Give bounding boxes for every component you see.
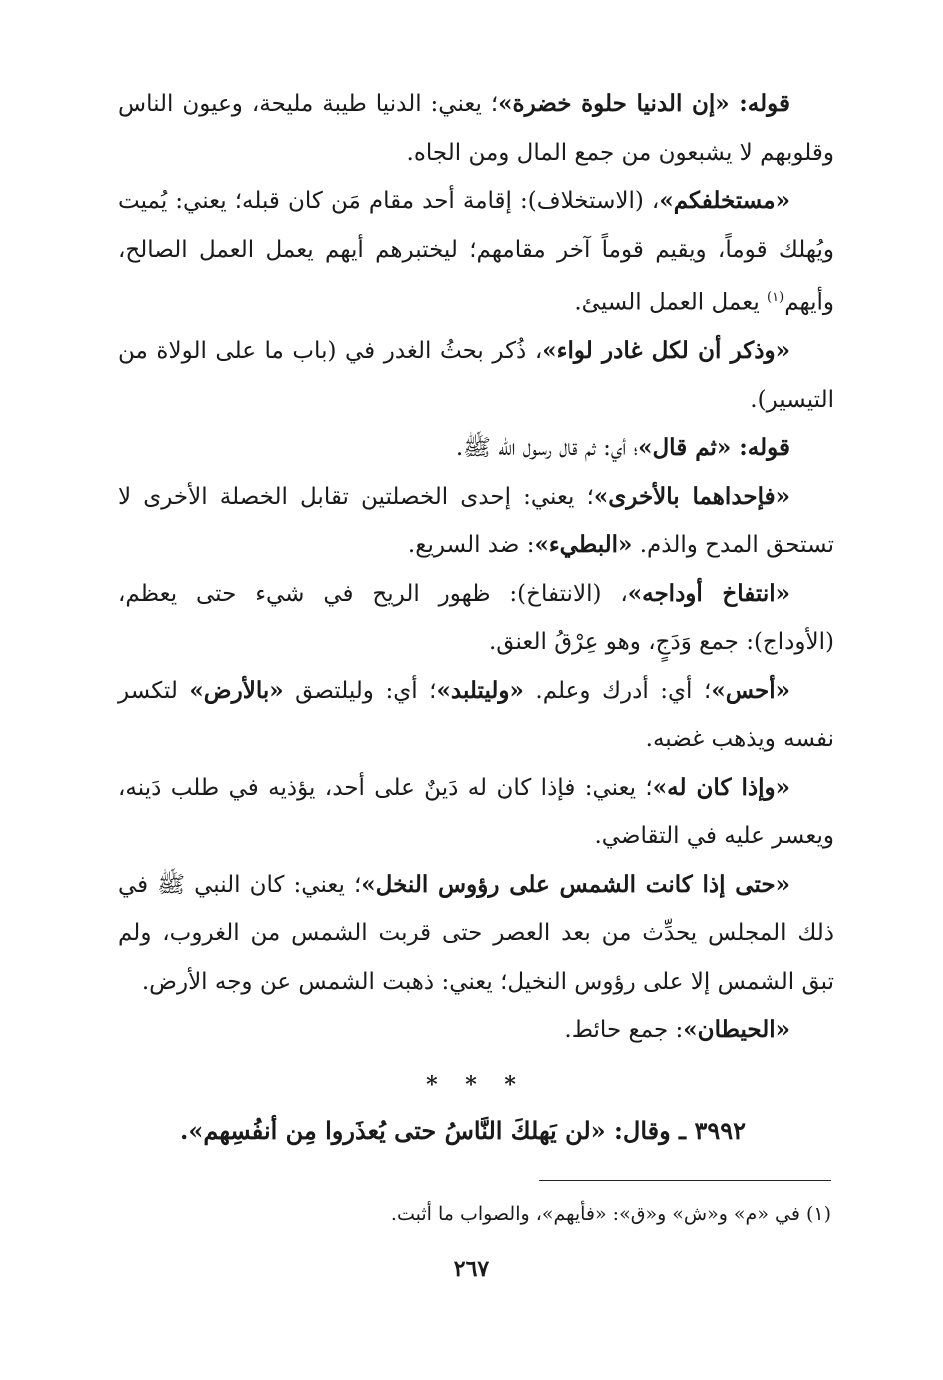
- page-number: ٢٦٧: [453, 1256, 490, 1282]
- text-run: لتكسر نفسه ويذهب غضبه.: [118, 677, 834, 753]
- paragraph: [118, 667, 834, 764]
- text-run: ، (الانتفاخ): ظهور الريح في شيء حتى يعظم، (الأوداج): جمع وَدَجٍ، وهو عِرْقُ العنق.: [118, 580, 834, 656]
- bold-term: «فإحداهما بالأخرى»: [593, 482, 790, 510]
- bold-term: «مستخلفكم»: [659, 187, 790, 214]
- commentary-text: [118, 80, 834, 1055]
- paragraph: [118, 177, 834, 327]
- paragraph: [118, 764, 834, 861]
- text-run: ؛ يعني: إحدى الخصلتين تقابل الخصلة الأخرى لا تستحق المدح والذم.: [118, 483, 834, 559]
- text-run: ؛ يعني: الدنيا طيبة مليحة، وعيون الناس وقلوبهم لا يشبعون من جمع المال ومن الجاه.: [118, 91, 834, 166]
- bold-term: قوله:: [729, 90, 790, 117]
- bold-term: «إن الدنيا حلوة خضرة»: [498, 90, 730, 117]
- bold-term: «البطيء»: [534, 531, 633, 559]
- page-body: [118, 80, 834, 1155]
- text-run: ، ذُكر بحثُ الغدر في (باب ما على الولاة من التيسير).: [118, 338, 834, 413]
- paragraph: [118, 473, 834, 570]
- paragraph: [118, 570, 834, 667]
- text-run: ، (الاستخلاف): إقامة أحد مقام مَن كان قبله؛ يعني: يُميت ويُهلك قوماً، ويقيم قوماً آخر مقامهم؛ ليختبرهم أيهم يعمل العمل الصالح، وأيهم: [118, 188, 834, 316]
- text-run: ؛ يعني: فإذا كان له دَينٌ على أحد، يؤذيه في طلب دَينه، ويعسر عليه في التقاضي.: [118, 774, 834, 850]
- section-separator: * * *: [426, 1071, 526, 1098]
- footnote-divider: [539, 1180, 831, 1181]
- paragraph: [118, 327, 834, 424]
- bold-term: «حتى إذا كانت الشمس على رؤوس النخل»: [361, 870, 790, 898]
- paragraph: [118, 1006, 834, 1055]
- bold-term: «وذكر أن لكل غادر لواء»: [542, 337, 790, 365]
- text-run: يعمل العمل السيئ.: [574, 289, 768, 316]
- footnote: (١) في «م» و«ش» و«ق»: «فأيهم»، والصواب ما أثبت.: [390, 1203, 831, 1225]
- footnote-ref: (١): [767, 290, 785, 305]
- hadith-heading: ٣٩٩٢ ـ وقال: «لن يَهلكَ النَّاسُ حتى يُعذَروا مِن أنفُسِهم».: [180, 1115, 746, 1145]
- paragraph: [118, 80, 834, 177]
- bold-term: «وليتلبد»: [436, 676, 524, 704]
- bold-term: «بالأرض»: [189, 676, 284, 704]
- bold-term: «وإذا كان له»: [652, 773, 790, 801]
- paragraph: [118, 424, 834, 473]
- text-run: ؛ أي: ثم قال رسول الله ﷺ.: [455, 435, 639, 462]
- bold-term: «انتفاخ أوداجه»: [627, 579, 790, 607]
- paragraph: [118, 861, 834, 1007]
- bold-term: قوله: «ثم قال»: [638, 434, 790, 462]
- bold-term: «الحيطان»: [683, 1016, 790, 1044]
- bold-term: «أحس»: [711, 676, 791, 704]
- text-run: ؛ أي: أدرك وعلم.: [523, 677, 712, 704]
- text-run: ؛ أي: وليلتصق: [283, 677, 437, 704]
- text-run: : جمع حائط.: [564, 1017, 684, 1044]
- text-run: ؛ يعني: كان النبي ﷺ في ذلك المجلس يحدِّث من بعد العصر حتى قربت الشمس من الغروب، ولم تبق الشمس إلا على رؤوس النخيل؛ يعني: ذهبت الشمس عن وجه الأرض.: [118, 871, 834, 995]
- text-run: : ضد السريع.: [407, 532, 535, 559]
